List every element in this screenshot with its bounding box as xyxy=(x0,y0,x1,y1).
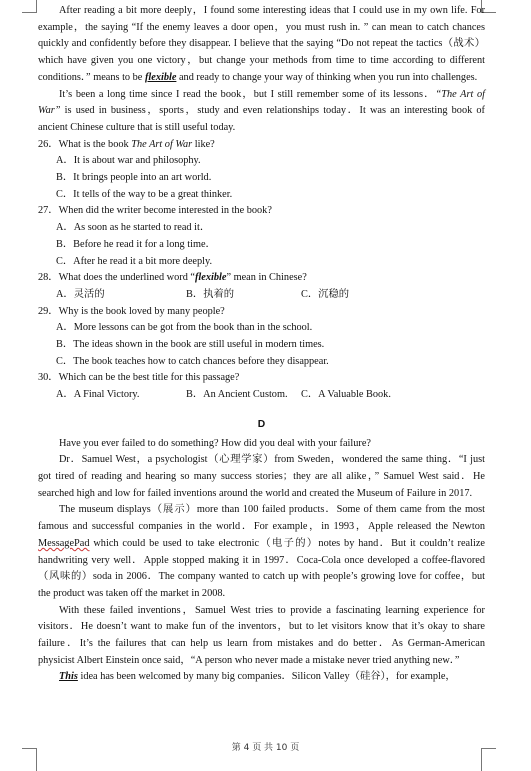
page-number-footer: 第 4 页 共 10 页 xyxy=(231,743,300,753)
passage-c-paragraph-1: After reading a bit more deeply，I found some interesting ideas that I could use in my own life. For example，the saying “If the enemy leaves a door open，you must rush in. ” can mean to catch chances quickly and confidently before they disappear. I believe that the saying “Do not repeat the tactics（战术）which have given you one victory，but change your methods from time to time according to different conditions．” means to be flexible and ready to change your way of thinking when you run into challenges. xyxy=(38,5,485,83)
question-28-options xyxy=(56,287,485,304)
question-29-option-c[interactable]: C．The book teaches how to catch chances before they disappear. xyxy=(56,355,329,367)
passage-d-paragraph-1: Have you ever failed to do something? How did you deal with your failure? xyxy=(59,437,371,449)
question-30-option-c[interactable]: C．A Valuable Book. xyxy=(301,389,391,401)
question-27-option-b[interactable]: B．Before he read it for a long time． xyxy=(56,238,216,250)
question-29-option-b[interactable]: B．The ideas shown in the book are still useful in modern times. xyxy=(56,339,325,351)
question-27-option-a[interactable]: A．As soon as he started to read it． xyxy=(56,222,211,234)
question-29: 29．Why is the book loved by many people? xyxy=(38,305,225,317)
wavy-underlined-messagepad: MessagePad xyxy=(38,537,90,549)
question-27-option-c[interactable]: C．After he read it a bit more deeply. xyxy=(56,255,213,267)
passage-d-heading: D xyxy=(257,418,266,430)
question-30: 30．Which can be the best title for this passage? xyxy=(38,372,240,384)
passage-d-paragraph-3: The museum displays（展示）more than 100 failed products．Some of them came from the most famous and successful companies in the world．For example，in 1993，Apple released the Newton MessagePad which could be used to take electronic（电子的）notes by hand．But it couldn’t realize handwriting very well．Apple stopped making it in 1997．Coca-Cola once developed a coffee-flavored（风味的）soda in 2006．The company wanted to catch up with people’s growing love for coffee，but the product was taken off the market in 2008. xyxy=(38,504,485,599)
question-26-option-c[interactable]: C．It tells of the way to be a great thinker. xyxy=(56,188,233,200)
underlined-word-flexible: flexible xyxy=(144,71,177,83)
question-30-option-a[interactable]: A．A Final Victory. xyxy=(56,389,140,401)
question-26-option-a[interactable]: A．It is about war and philosophy. xyxy=(56,155,201,167)
question-30-option-b[interactable]: B．An Ancient Custom. xyxy=(186,389,288,401)
question-30-options xyxy=(56,387,485,404)
question-27: 27．When did the writer become interested in the book? xyxy=(38,205,272,217)
underlined-word-this: This xyxy=(59,671,78,683)
question-28-option-a[interactable]: A．灵活的 xyxy=(56,288,105,300)
passage-d-paragraph-4: With these failed inventions，Samuel West tries to provide a fascinating learning experience for visitors．He doesn’t want to make fun of the inventors，but to let visitors know that it’s okay to share failure．It’s the failures that can help us learn from mistakes and do better．As German-American physicist Albert Einstein once said，“A person who never made a mistake never tried anything new．” xyxy=(38,604,485,666)
question-28-option-c[interactable]: C．沉稳的 xyxy=(301,288,350,300)
passage-c-paragraph-2: It’s been a long time since I read the book，but I still remember some of its lessons．“The Art of War” is used in business，sports，study and even relationships today．It was an interesting book of ancient Chinese culture that is still useful today. xyxy=(38,88,485,133)
question-26-option-b[interactable]: B．It brings people into an art world. xyxy=(56,172,212,184)
question-28-option-b[interactable]: B．执着的 xyxy=(186,288,235,300)
question-29-option-a[interactable]: A．More lessons can be got from the book than in the school. xyxy=(56,322,313,334)
question-26: 26．What is the book The Art of War like? xyxy=(38,138,215,150)
exam-page xyxy=(38,0,485,686)
passage-d-paragraph-5: This idea has been welcomed by many big companies．Silicon Valley（硅谷），for example， xyxy=(59,671,456,683)
question-28: 28．What does the underlined word “flexible” mean in Chinese? xyxy=(38,272,307,284)
passage-d-paragraph-2: Dr．Samuel West，a psychologist（心理学家）from Sweden，wondered the same thing．“I just got tired of reading and hearing so many success stories；they are all alike，” Samuel West said．He searched high and low for failed inventions around the world and created the Museum of Failure in 2017. xyxy=(38,454,485,499)
crop-mark-top-left xyxy=(22,0,37,13)
